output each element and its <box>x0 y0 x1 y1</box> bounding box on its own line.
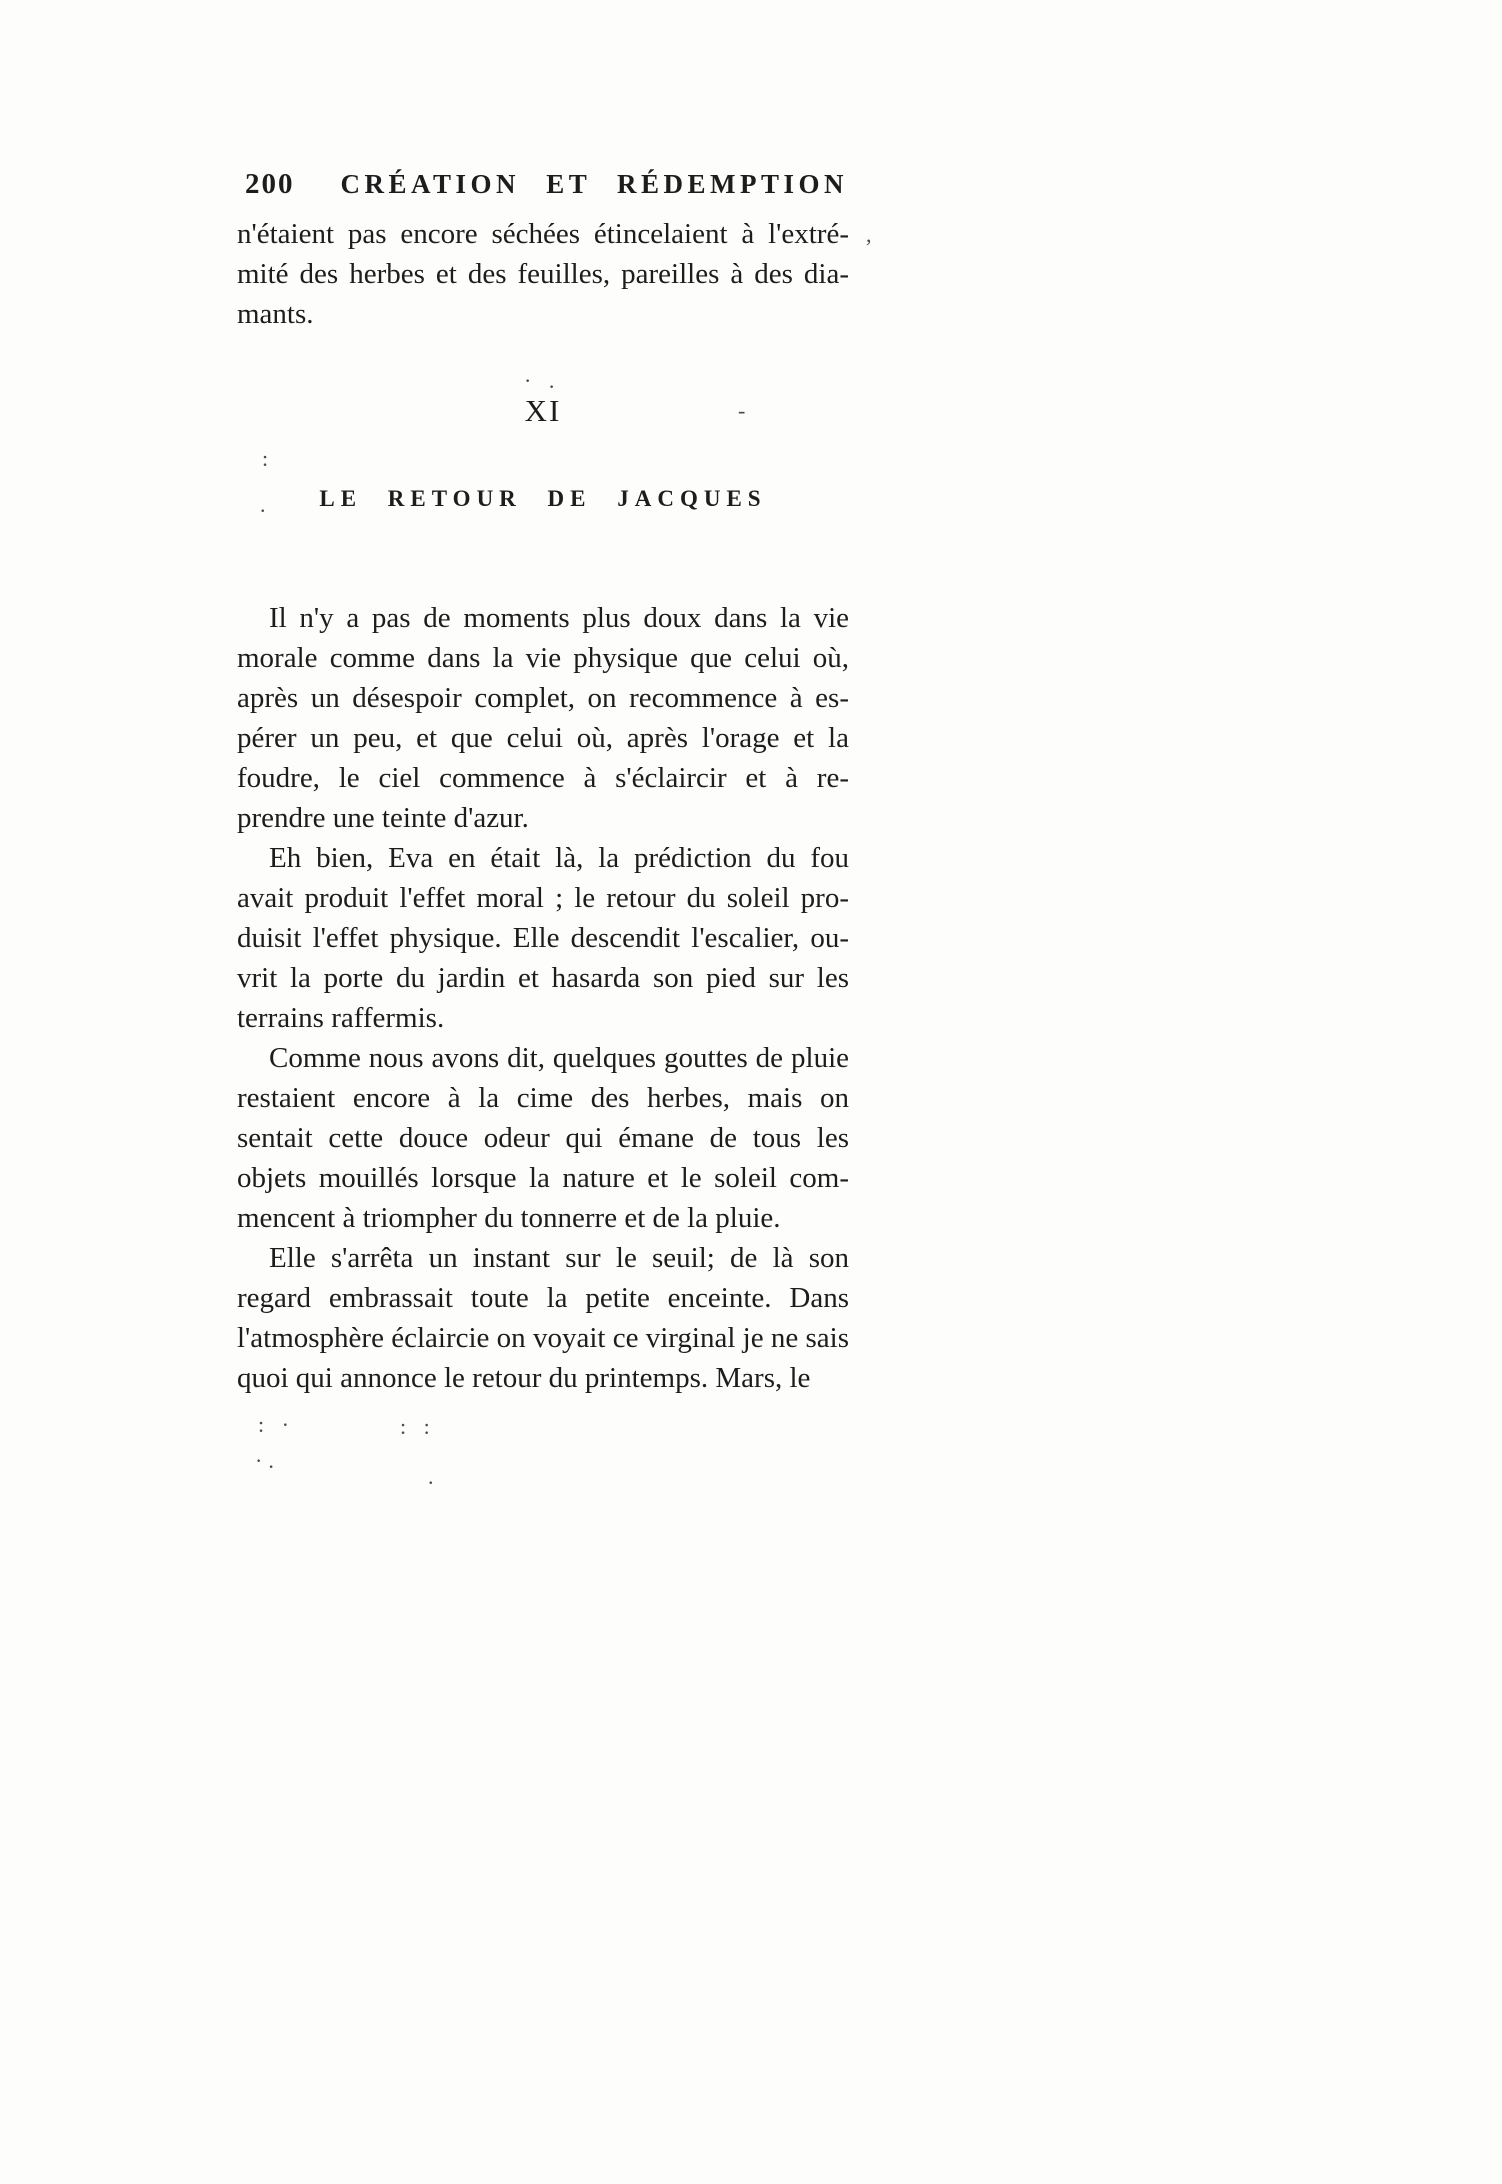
text-line: Eh bien, Eva en était là, la prédiction du fou <box>269 842 849 874</box>
text-line: mité des herbes et des feuilles, pareilles à des dia- <box>237 258 849 290</box>
text-line: mencent à triompher du tonnerre et de la pluie. <box>237 1202 781 1234</box>
text-line: n'étaient pas encore séchées étincelaient à l'extré- <box>237 218 849 250</box>
text-line: après un désespoir complet, on recommence à es- <box>237 682 849 714</box>
text-line: l'atmosphère éclaircie on voyait ce virginal je ne sais <box>237 1322 849 1354</box>
scan-artifact: . <box>260 492 272 517</box>
body-paragraphs <box>237 598 849 1398</box>
text-line: Elle s'arrêta un instant sur le seuil; de là son <box>269 1242 849 1274</box>
scan-artifact: - <box>738 398 752 423</box>
scan-artifact: · . <box>524 368 561 393</box>
text-line: terrains raffermis. <box>237 1002 445 1034</box>
paragraph <box>237 1038 849 1238</box>
page-header <box>245 168 850 201</box>
running-title: CRÉATION ET RÉDEMPTION <box>340 169 849 199</box>
text-line: quoi qui annonce le retour du printemps. Mars, le <box>237 1362 811 1394</box>
chapter-title: LE RETOUR DE JACQUES <box>319 486 767 511</box>
text-line: sentait cette douce odeur qui émane de tous les <box>237 1122 849 1154</box>
scan-artifact: : : <box>400 1414 436 1439</box>
text-line: regard embrassait toute la petite enceinte. Dans <box>237 1282 849 1314</box>
text-line: objets mouillés lorsque la nature et le soleil com- <box>237 1162 849 1194</box>
scan-artifact: . <box>428 1464 440 1489</box>
scan-artifact: : · <box>258 1412 295 1437</box>
scan-artifact: ·. <box>255 1448 280 1473</box>
paragraph <box>237 598 849 838</box>
text-line: pérer un peu, et que celui où, après l'orage et la <box>237 722 849 754</box>
chapter-number: XI <box>524 393 562 428</box>
text-line: avait produit l'effet moral ; le retour du soleil pro- <box>237 882 849 914</box>
text-line: duisit l'effet physique. Elle descendit l'escalier, ou- <box>237 922 849 954</box>
paragraph <box>237 838 849 1038</box>
scan-artifact: , <box>866 222 878 247</box>
text-line: prendre une teinte d'azur. <box>237 802 529 834</box>
text-line: Il n'y a pas de moments plus doux dans la vie <box>269 602 849 634</box>
text-line: foudre, le ciel commence à s'éclaircir et à re- <box>237 762 849 794</box>
text-line: mants. <box>237 298 314 330</box>
intro-paragraph <box>237 214 849 334</box>
paragraph <box>237 1238 849 1398</box>
page-number: 200 <box>245 168 295 200</box>
text-line: Comme nous avons dit, quelques gouttes de pluie <box>269 1042 849 1074</box>
text-line: vrit la porte du jardin et hasarda son pied sur les <box>237 962 849 994</box>
text-line: morale comme dans la vie physique que celui où, <box>237 642 849 674</box>
text-line: restaient encore à la cime des herbes, mais on <box>237 1082 849 1114</box>
scan-artifact: : <box>262 446 275 471</box>
